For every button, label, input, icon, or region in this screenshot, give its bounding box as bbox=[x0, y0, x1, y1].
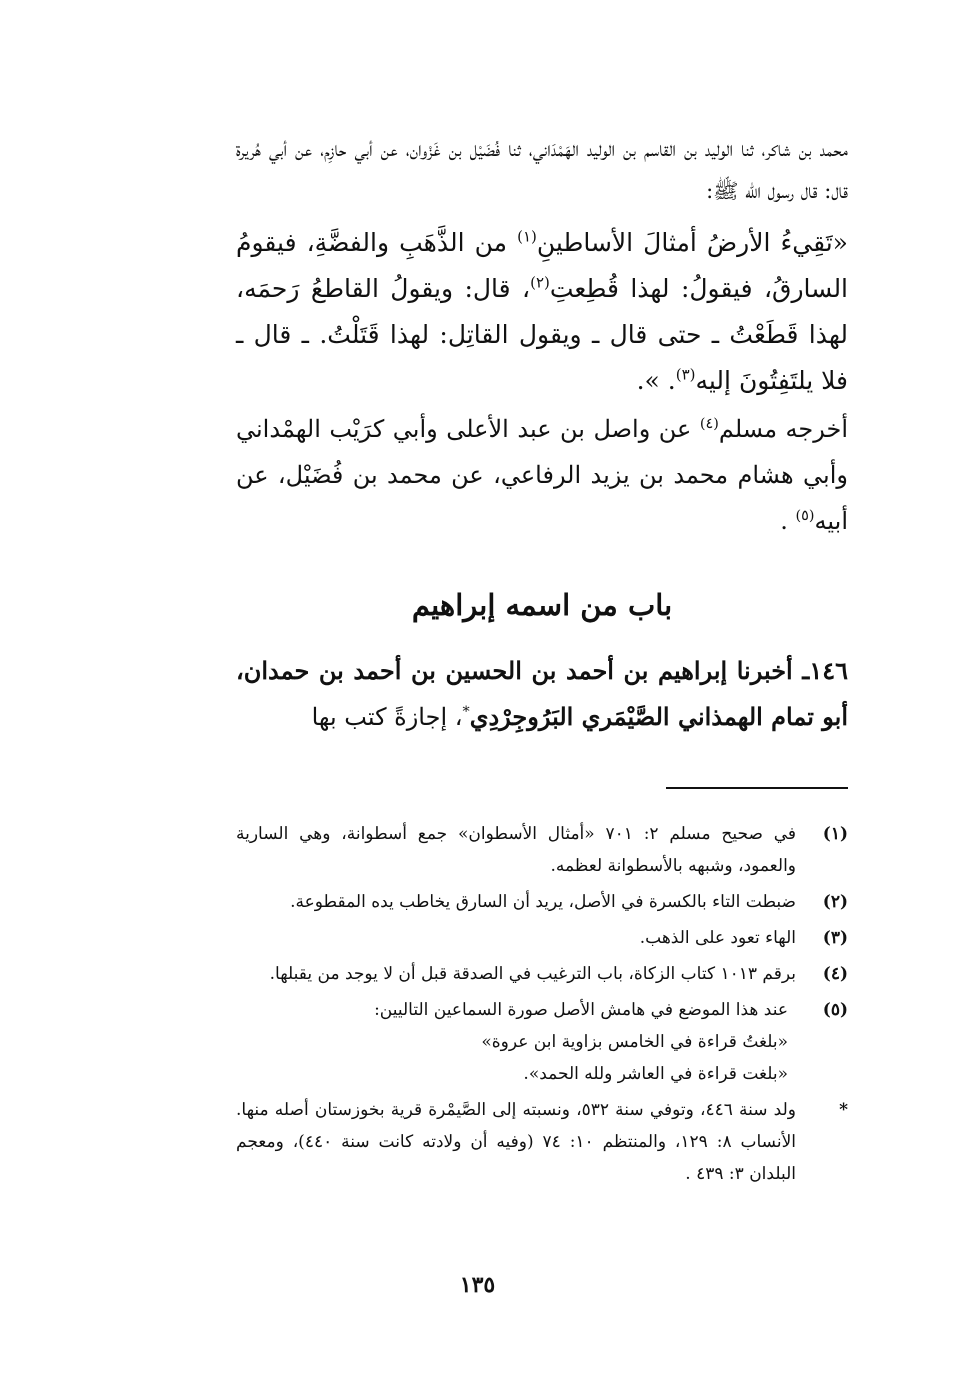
hadith-part-3: ، قال: ويقولُ القاطعُ رَحمَه، لهذا قَطَعْتُ ـ حتى قال ـ ويقول القاتِل: لهذا قَتَلْتُ. ـ قال ـ فلا يلتَفِتُونَ إليه bbox=[236, 274, 848, 395]
footnote-text: ولد سنة ٤٤٦، وتوفي سنة ٥٣٢، ونسبته إلى الصَّيمْرة قرية بخوزستان أصله منها. الأنساب ٨: ١٢٩، والمنتظم ١٠: ٧٤ (وفيه أن ولادته كانت سنة ٤٤٠)، ومعجم البلدان ٣: ٤٣٩ . bbox=[236, 1100, 796, 1184]
isnad-text: محمد بن شاكر، ثنا الوليد بن القاسم بن الوليد الهَمْدَاني، ثنا فُضَيْل بن غَزْوان، عن أبي حازِم، عن أبي هُريرة قال: قال رسول الله ﷺ: bbox=[236, 137, 848, 203]
footnote-1 bbox=[236, 818, 848, 882]
footnote-mark: * bbox=[839, 1100, 848, 1120]
footnote-text: ضبطت التاء بالكسرة في الأصل، يريد أن السارق يخاطب يده المقطوعة. bbox=[290, 892, 796, 912]
footnote-ref-3: (٣) bbox=[675, 365, 696, 384]
footnote-4 bbox=[236, 958, 848, 990]
footnote-ref-star: * bbox=[462, 704, 470, 720]
hadith-part-1: «تَقِيءُ الأرضُ أمثالَ الأساطينِ bbox=[536, 228, 848, 257]
footnote-mark: (٤) bbox=[822, 964, 848, 984]
footnote-star bbox=[236, 1094, 848, 1190]
footnote-mark: (١) bbox=[822, 824, 848, 844]
footnote-text: في صحيح مسلم ٢: ٧٠١ «أمثال الأسطوان» جمع أسطوانة، وهي السارية والعمود، وشبهه بالأسطوانة لعظمه. bbox=[236, 824, 796, 876]
footnote-ref-4: (٤) bbox=[699, 416, 719, 432]
takhrij-part-3: . bbox=[780, 507, 796, 535]
takhrij-part-2: عن واصل بن عبد الأعلى وأبي كرَيْب الهمْداني وأبي هشام محمد بن يزيد الرفاعي، عن محمد بن فُضَيْل، عن أبيه bbox=[236, 415, 848, 535]
footnote-5 bbox=[236, 994, 848, 1090]
footnote-ref-5: (٥) bbox=[795, 508, 815, 524]
footnote-text: عند هذا الموضع في هامش الأصل صورة السماعين التاليين: bbox=[374, 1000, 788, 1020]
footnote-ref-1: (١) bbox=[517, 227, 537, 246]
footnote-divider bbox=[666, 787, 848, 789]
entry-lead: أخبرنا إبراهيم بن أحمد بن الحسين بن أحمد بن حمدان، أبو تمام الهمذاني الصَّيْمَري البَرُوجِرْدِي bbox=[236, 656, 848, 731]
hadith-text bbox=[236, 220, 848, 404]
footnote-ref-2: (٢) bbox=[530, 273, 550, 292]
hadith-part-4: . ». bbox=[636, 366, 676, 395]
chapter-heading: باب من اسمه إبراهيم bbox=[411, 588, 673, 622]
footnotes bbox=[236, 818, 848, 1194]
samaa-line-1: «بلغتُ قراءة في الخامس بزاوية ابن عروة» bbox=[481, 1032, 788, 1052]
entry-rest: ، إجازةً كتب بها bbox=[311, 703, 463, 731]
footnote-mark: (٣) bbox=[822, 928, 848, 948]
footnote-3 bbox=[236, 922, 848, 954]
takhrij-part-1: أخرجه مسلم bbox=[718, 415, 849, 443]
footnote-text: برقم ١٠١٣ كتاب الزكاة، باب الترغيب في الصدقة قبل أن لا يوجد من يقبلها. bbox=[269, 964, 796, 984]
footnote-text: الهاء تعود على الذهب. bbox=[639, 928, 796, 948]
footnote-body bbox=[236, 994, 796, 1090]
footnote-mark: (٥) bbox=[822, 1000, 848, 1020]
footnote-2 bbox=[236, 886, 848, 918]
footnote-mark: (٢) bbox=[822, 892, 848, 912]
hadith-part-2: من الذَّهَبِ والفضَّةِ، فيقومُ السارقُ، فيقولُ: لهذا قُطِعتِ bbox=[236, 228, 849, 303]
samaa-line-2: «بلغت قراءة في العاشر ولله الحمد». bbox=[523, 1064, 788, 1084]
page-number: ١٣٥ bbox=[459, 1272, 496, 1298]
entry-146 bbox=[236, 648, 848, 740]
takhrij-text bbox=[236, 406, 848, 544]
entry-number: ١٤٦ـ bbox=[802, 656, 848, 685]
